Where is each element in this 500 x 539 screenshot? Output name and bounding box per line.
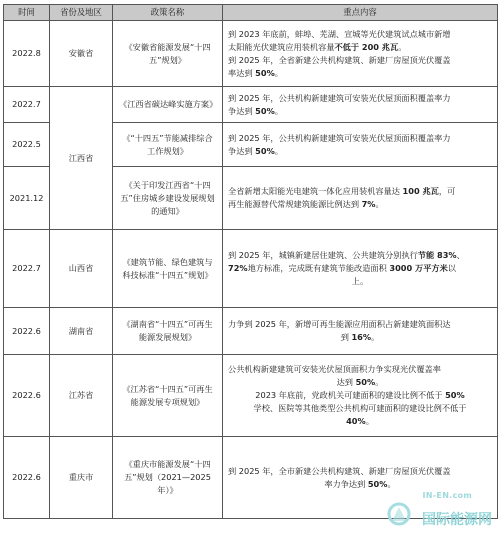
energy-logo-icon xyxy=(386,501,412,527)
content-line xyxy=(228,363,492,376)
content-highlight: 72% xyxy=(228,263,248,273)
content-text: 公共机构新建建筑可安装光伏屋顶面积力争实现光伏覆盖率 xyxy=(228,364,441,374)
content-highlight: 节能 83% xyxy=(417,250,457,260)
content-line xyxy=(228,465,492,478)
content-line xyxy=(228,478,492,491)
content-cell xyxy=(223,123,498,167)
content-text: 争达到 xyxy=(228,105,256,116)
content-line xyxy=(228,402,492,415)
content-text: 。 xyxy=(375,199,384,209)
table-row xyxy=(4,87,498,123)
content-cell xyxy=(223,308,498,355)
time-cell: 2021.12 xyxy=(4,167,50,230)
policy-cell: 《建筑节能、绿色建筑与科技标准“十四五”规划》 xyxy=(113,230,223,308)
policy-cell: 《关于印发江西省“十四五”住房城乡建设发展规划的通知》 xyxy=(113,167,223,230)
content-text: 。 xyxy=(375,377,384,387)
table-header-row xyxy=(4,5,498,21)
content-highlight: 50% xyxy=(255,145,275,156)
content-text: 以 xyxy=(447,263,456,273)
province-cell: 安徽省 xyxy=(50,21,113,87)
content-highlight: 50% xyxy=(367,478,388,489)
header-content: 重点内容 xyxy=(223,5,498,21)
content-text: 率达到 xyxy=(228,67,256,78)
content-line xyxy=(228,28,492,41)
content-highlight: 50% xyxy=(255,67,275,78)
content-line xyxy=(228,389,492,402)
content-text: 。 xyxy=(274,105,283,116)
content-text: 。 xyxy=(274,67,283,78)
content-text: 到 2025 年，公共机构新建建筑可安装光伏屋顶面积覆盖率力 xyxy=(228,92,451,103)
watermark xyxy=(382,491,492,533)
province-cell: 湖南省 xyxy=(50,308,113,355)
table-row xyxy=(4,308,498,355)
content-highlight: 100 兆瓦 xyxy=(402,186,439,196)
content-text: 到 2025 年，公共机构新建建筑可安装光伏屋顶面积覆盖率力 xyxy=(228,132,451,143)
content-text: 。 xyxy=(365,416,374,426)
time-cell: 2022.7 xyxy=(4,87,50,123)
content-highlight: 16% xyxy=(351,332,372,342)
content-text: 争达到 xyxy=(228,145,256,156)
watermark-site: IN-EN.com xyxy=(422,491,472,500)
header-time: 时间 xyxy=(4,5,50,21)
content-line xyxy=(228,185,492,198)
content-text: 学校、医院等其他类型公共机构可建面积的建设比例不低于 xyxy=(253,403,467,413)
content-cell xyxy=(223,21,498,87)
content-text: 。 xyxy=(387,478,396,489)
content-line xyxy=(228,145,492,158)
time-cell: 2022.7 xyxy=(4,230,50,308)
content-text: 太阳能光伏建筑应用装机容量 xyxy=(228,41,335,52)
content-line xyxy=(228,92,492,105)
province-cell: 江苏省 xyxy=(50,355,113,437)
time-cell: 2022.6 xyxy=(4,308,50,355)
content-highlight: 50% xyxy=(255,105,275,116)
content-line xyxy=(228,105,492,118)
content-text: 力争到 2025 年，新增可再生能源应用面积占新建建筑面积达 xyxy=(228,319,451,329)
content-line xyxy=(228,41,492,54)
content-highlight: 50% xyxy=(445,390,465,400)
content-line xyxy=(228,249,492,262)
content-line xyxy=(228,132,492,145)
header-policy: 政策名称 xyxy=(113,5,223,21)
content-text: 。 xyxy=(274,145,283,156)
province-cell: 江西省 xyxy=(50,87,113,230)
content-text: 达到 xyxy=(336,377,356,387)
time-cell: 2022.5 xyxy=(4,123,50,167)
content-line xyxy=(228,67,492,80)
province-cell: 重庆市 xyxy=(50,437,113,519)
content-highlight: 3000 万平方米 xyxy=(389,263,448,273)
content-text: 到 2025 年，全省新建公共机构建筑、新建厂房屋顶光伏覆盖 xyxy=(228,54,451,65)
table-row xyxy=(4,21,498,87)
content-text: 上。 xyxy=(351,276,369,286)
time-cell: 2022.6 xyxy=(4,355,50,437)
policy-table xyxy=(3,4,498,519)
content-text: 。 xyxy=(398,41,407,52)
content-text: 2023 年底前，党政机关可建面积的建设比例不低于 xyxy=(255,390,446,400)
content-highlight: 7% xyxy=(361,199,376,209)
content-line xyxy=(228,318,492,331)
content-text: 率力争达到 xyxy=(324,478,368,489)
table-row xyxy=(4,355,498,437)
time-cell: 2022.6 xyxy=(4,437,50,519)
header-province: 省份及地区 xyxy=(50,5,113,21)
content-text: 到 2025 年，全市新建公共机构建筑、新建厂房屋顶光伏覆盖 xyxy=(228,465,451,476)
policy-cell: 《湖南省“十四五”可再生能源发展规划》 xyxy=(113,308,223,355)
province-cell: 山西省 xyxy=(50,230,113,308)
content-highlight: 50% xyxy=(355,377,376,387)
content-cell xyxy=(223,230,498,308)
table-row xyxy=(4,230,498,308)
content-text: 地方标准，完成既有建筑节能改造面积 xyxy=(247,263,390,273)
policy-cell: 《重庆市能源发展“十四五”规划（2021—2025 年）》 xyxy=(113,437,223,519)
policy-cell: 《“十四五”节能减排综合工作规划》 xyxy=(113,123,223,167)
content-text: 。 xyxy=(371,332,380,342)
time-cell: 2022.8 xyxy=(4,21,50,87)
content-text: 到 xyxy=(340,332,352,342)
content-line xyxy=(228,54,492,67)
policy-cell: 《江苏省“十四五”可再生能源发展专项规划》 xyxy=(113,355,223,437)
content-cell xyxy=(223,167,498,230)
content-highlight: 不低于 200 兆瓦 xyxy=(334,41,399,52)
content-highlight: 40% xyxy=(346,416,366,426)
content-line xyxy=(228,331,492,344)
content-text: 全省新增太阳能光电建筑一体化应用装机容量达 xyxy=(228,186,403,196)
policy-cell: 《安徽省能源发展“十四五”规划》 xyxy=(113,21,223,87)
content-line xyxy=(228,198,492,211)
content-cell xyxy=(223,87,498,123)
content-line xyxy=(228,415,492,428)
policy-cell: 《江西省碳达峰实施方案》 xyxy=(113,87,223,123)
content-text: 、 xyxy=(456,250,465,260)
content-line xyxy=(228,376,492,389)
watermark-brand: 国际能源网 xyxy=(422,512,492,528)
content-line xyxy=(228,262,492,275)
content-line xyxy=(228,275,492,288)
content-text: 到 2025 年，城镇新建居住建筑、公共建筑分别执行 xyxy=(228,250,418,260)
content-text: 到 2023 年底前，蚌埠、芜湖、宣城等光伏建筑试点城市新增 xyxy=(228,28,451,39)
content-text: 再生能源替代常规建筑能源比例达到 xyxy=(228,199,362,209)
content-cell xyxy=(223,355,498,437)
content-text: ，可 xyxy=(438,186,456,196)
